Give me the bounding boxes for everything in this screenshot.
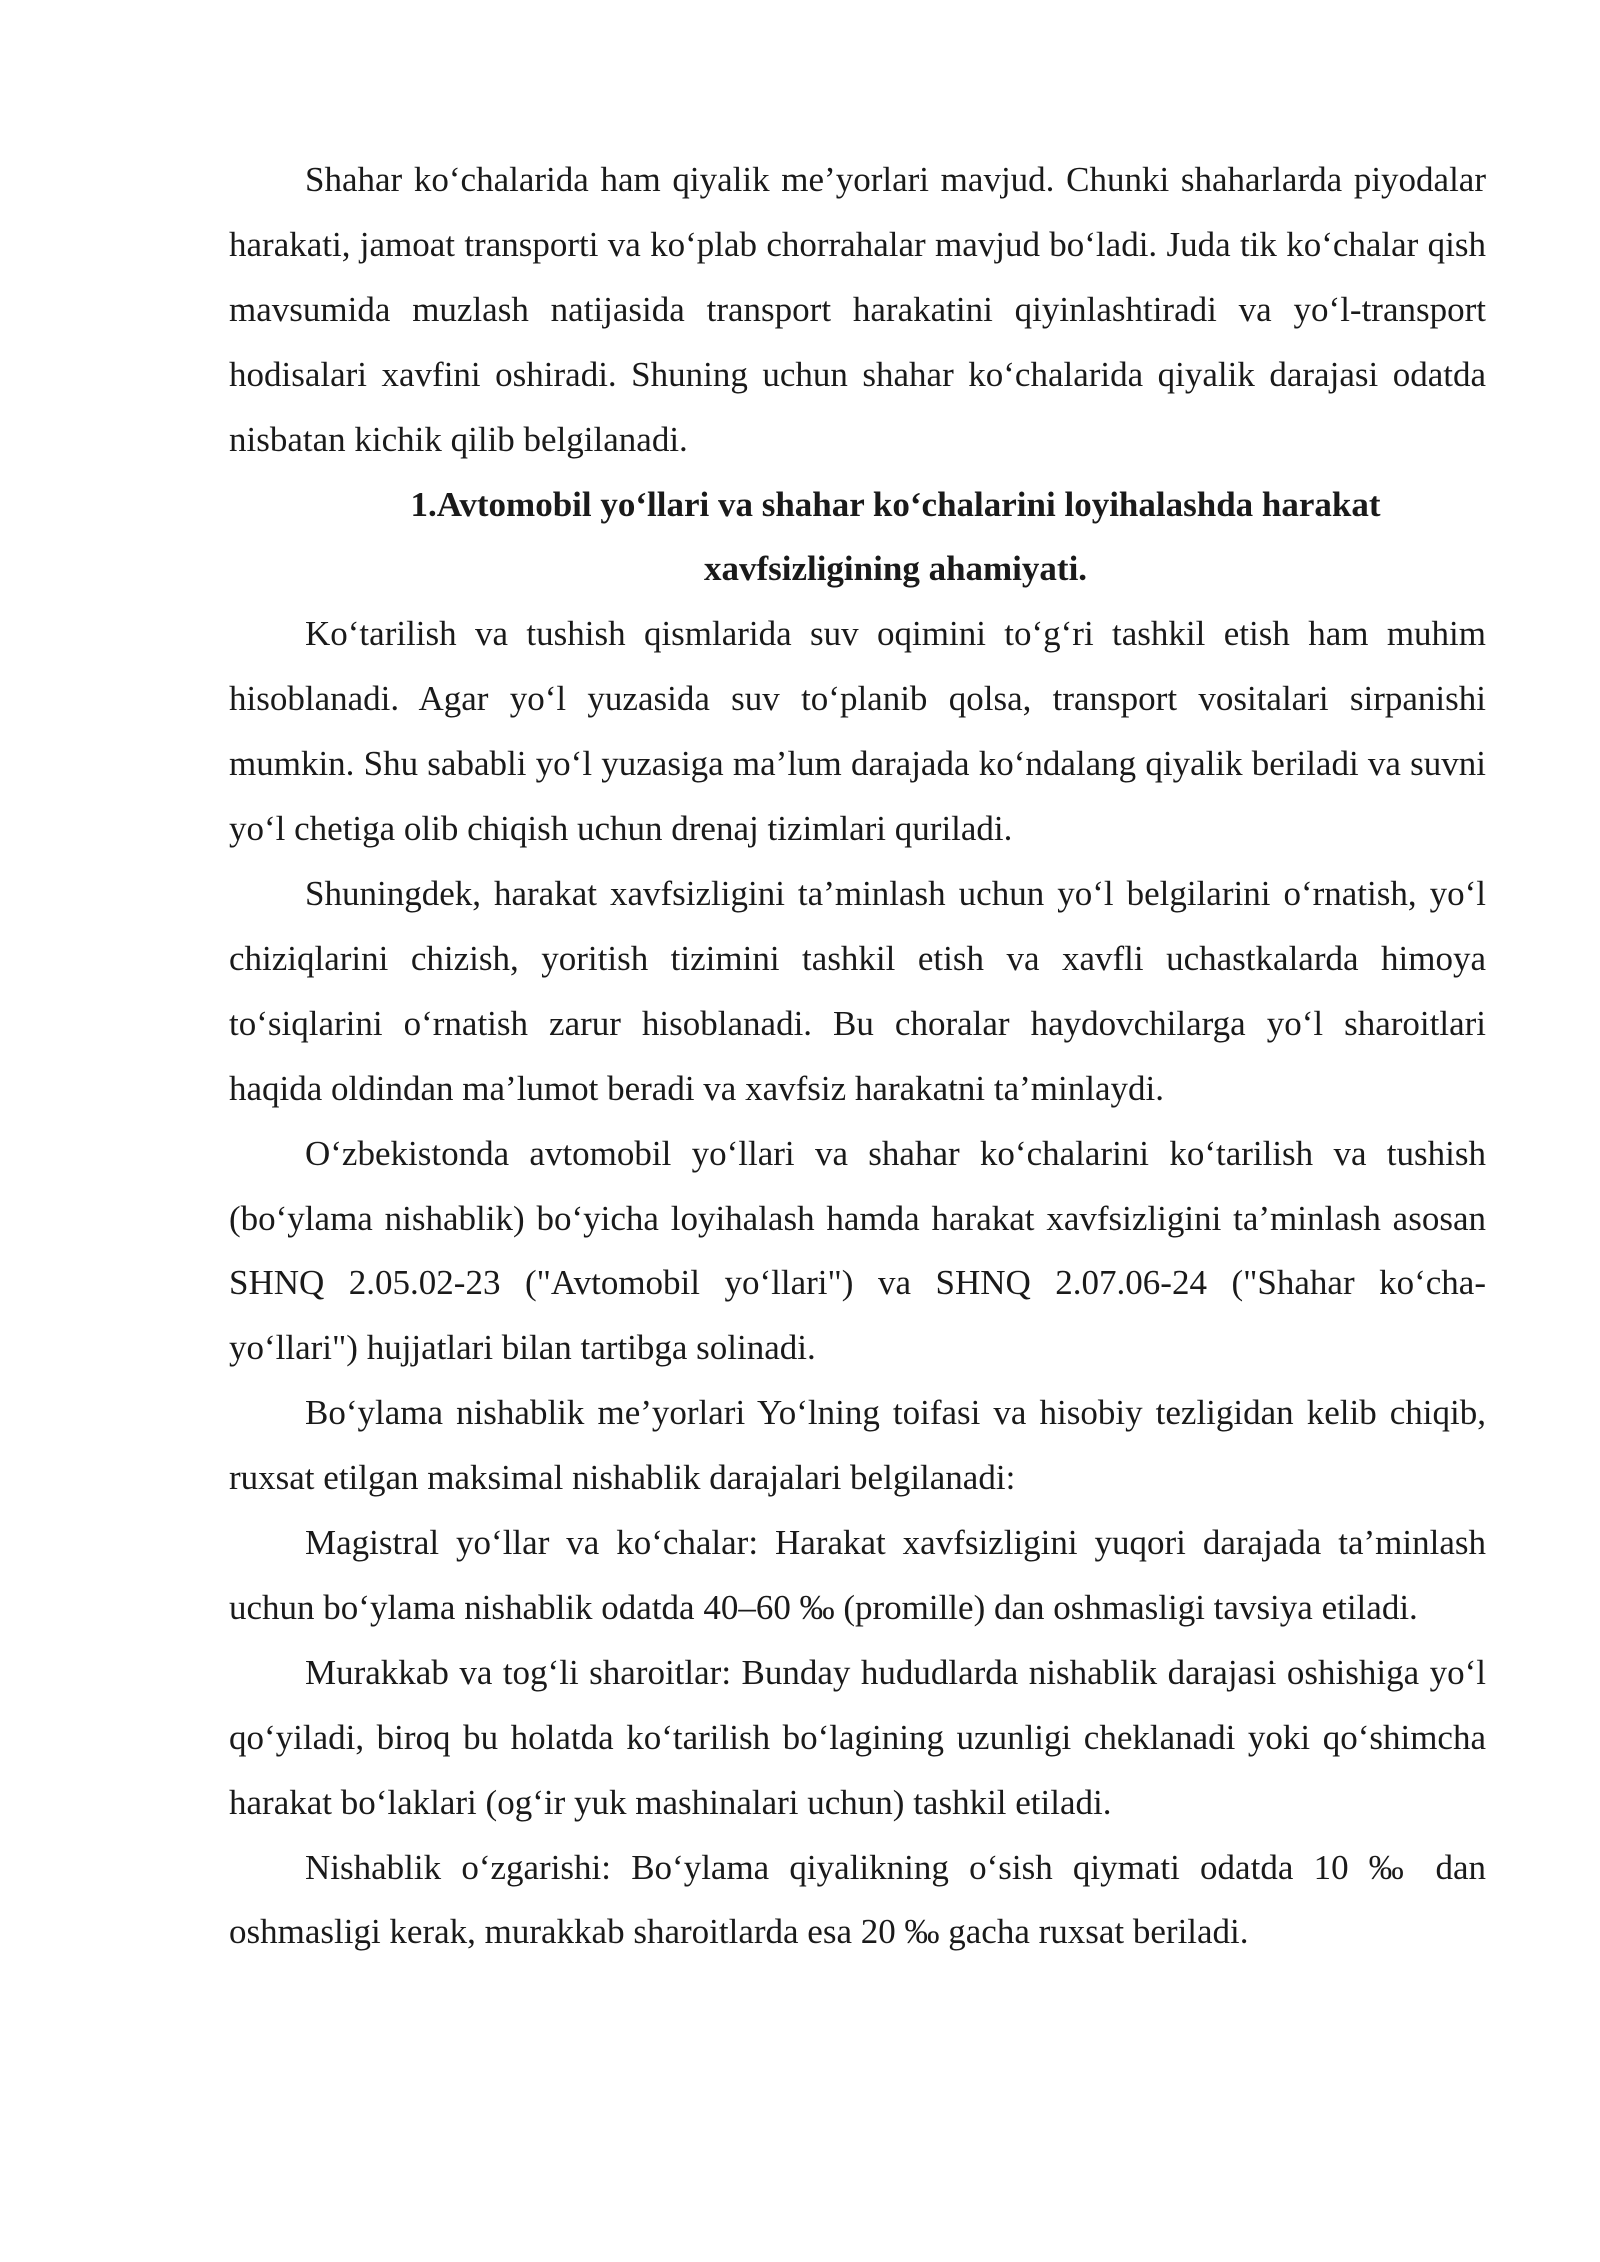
paragraph-regulations: O‘zbekistonda avtomobil yo‘llari va shahar ko‘chalarini ko‘tarilish va tushish (bo‘ylama nishablik) bo‘yicha loyihalash hamda harakat xavfsizligini ta’minlash asosan SHNQ 2.05.02-23 ("Avtomobil yo‘llari") va SHNQ 2.07.06-24 ("Shahar ko‘cha-yo‘llari") hujjatlari bilan tartibga solinadi. — [229, 1133, 1486, 1368]
paragraph-slope-change: Nishablik o‘zgarishi: Bo‘ylama qiyalikning o‘sish qiymati odatda 10 ‰ dan oshmasligi kerak, murakkab sharoitlarda esa 20 ‰ gacha ruxsat beriladi. — [229, 1847, 1486, 1952]
paragraph-slope-norms: Bo‘ylama nishablik me’yorlari Yo‘lning toifasi va hisobiy tezligidan kelib chiqib, ruxsat etilgan maksimal nishablik darajalari belgilanadi: — [229, 1393, 1486, 1498]
paragraph-water-drainage: Ko‘tarilish va tushish qismlarida suv oqimini to‘g‘ri tashkil etish ham muhim hisoblanadi. Agar yo‘l yuzasida suv to‘planib qolsa, transport vositalari sirpanishi mumkin. Shu sababli yo‘l yuzasiga ma’lum darajada ko‘ndalang qiyalik beriladi va suvni yo‘l chetiga olib chiqish uchun drenaj tizimlari quriladi. — [229, 614, 1486, 849]
paragraph-mountain-conditions: Murakkab va tog‘li sharoitlar: Bunday hududlarda nishablik darajasi oshishiga yo‘l qo‘yiladi, biroq bu holatda ko‘tarilish bo‘lagining uzunligi cheklanadi yoki qo‘shimcha harakat bo‘laklari (og‘ir yuk mashinalari uchun) tashkil etiladi. — [229, 1652, 1486, 1822]
paragraph-main-roads: Magistral yo‘llar va ko‘chalar: Harakat xavfsizligini yuqori darajada ta’minlash uchun bo‘ylama nishablik odatda 40–60 ‰ (promille) dan oshmasligi tavsiya etiladi. — [229, 1523, 1486, 1627]
document-page — [229, 148, 1486, 1965]
paragraph-road-signs: Shuningdek, harakat xavfsizligini ta’minlash uchun yo‘l belgilarini o‘rnatish, yo‘l chiziqlarini chizish, yoritish tizimini tashkil etish va xavfli uchastkalarda himoya to‘siqlarini o‘rnatish zarur hisoblanadi. Bu choralar haydovchilarga yo‘l sharoitlari haqida oldindan ma’lumot beradi va xavfsiz harakatni ta’minlaydi. — [229, 873, 1486, 1108]
paragraph-city-streets: Shahar ko‘chalarida ham qiyalik me’yorlari mavjud. Chunki shaharlarda piyodalar harakati, jamoat transporti va ko‘plab chorrahalar mavjud bo‘ladi. Juda tik ko‘chalar qish mavsumida muzlash natijasida transport harakatini qiyinlashtiradi va yo‘l-transport hodisalari xavfini oshiradi. Shuning uchun shahar ko‘chalarida qiyalik darajasi odatda nisbatan kichik qilib belgilanadi. — [229, 160, 1486, 459]
section-heading: 1.Avtomobil yo‘llari va shahar ko‘chalarini loyihalashda harakat xavfsizligining ahamiyati. — [410, 484, 1381, 589]
